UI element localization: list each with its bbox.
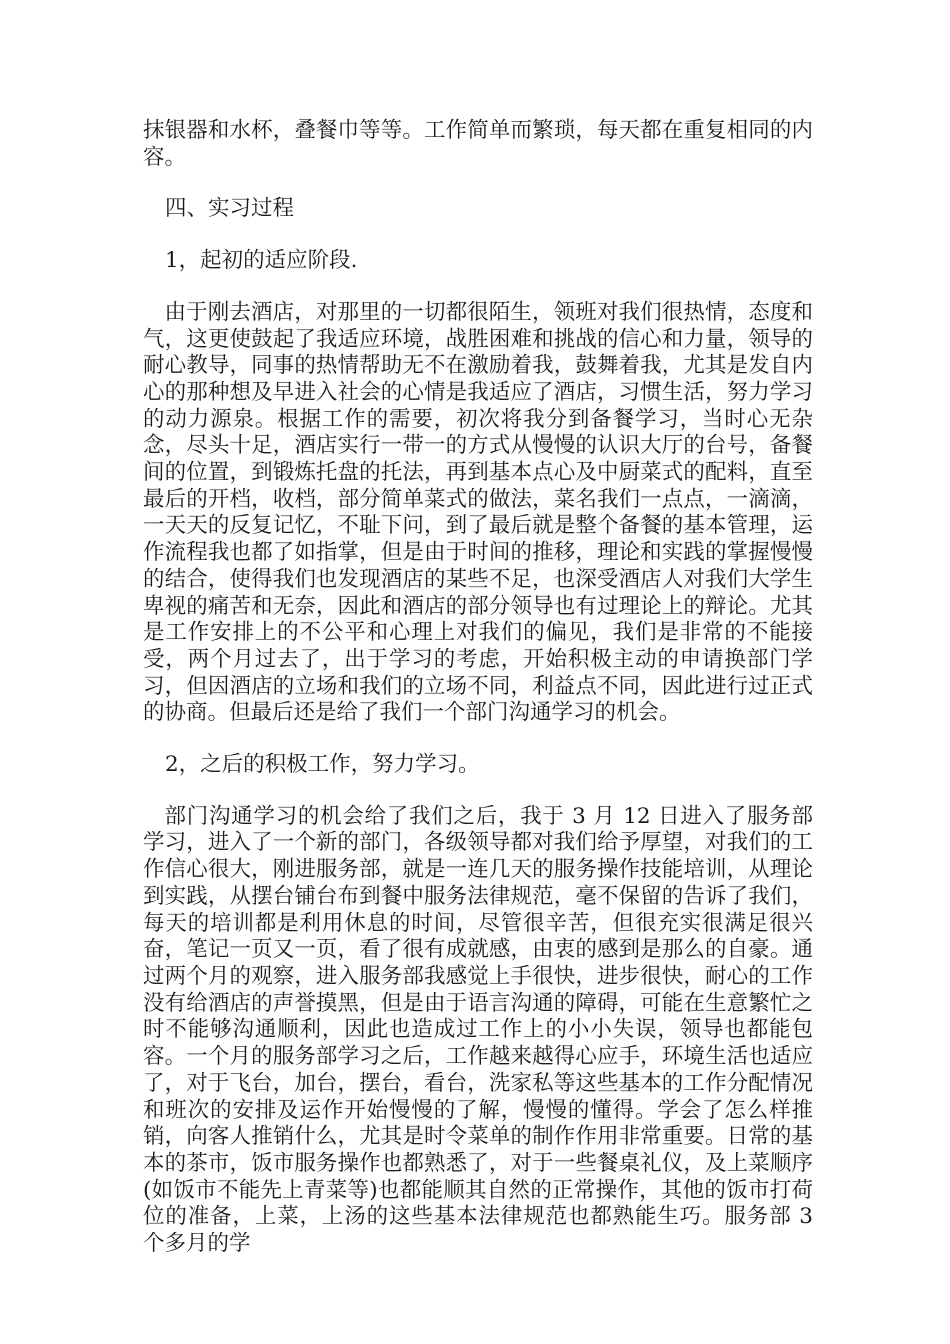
paragraph-gap <box>143 223 813 248</box>
subheading-active-work: 2，之后的积极工作，努力学习。 <box>165 752 480 778</box>
paragraph-service-department: 部门沟通学习的机会给了我们之后，我于 3 月 12 日进入了服务部学习，进入了一个新的部门，各级领导都对我们给予厚望，对我们的工作信心很大，刚进服务部，就是一连几天的服务操作技能培训，从理论到实践，从摆台铺台布到餐中服务法律规范，毫不保留的告诉了我们，每天的培训都是利用休息的时间，尽管很辛苦，但很充实很满足很兴奋，笔记一页又一页，看了很有成就感，由衷的感到是那么的自豪。通过两个月的观察，进入服务部我感觉上手很快，进步很快，耐心的工作没有给酒店的声誉摸黑，但是由于语言沟通的障碍，可能在生意繁忙之时不能够沟通顺利，因此也造成过工作上的小小失误，领导也都能包容。一个月的服务部学习之后，工作越来越得心应手，环境生活也适应了，对于飞台，加台，摆台，看台，洗家私等这些基本的工作分配情况和班次的安排及运作开始慢慢的了解，慢慢的懂得。学会了怎么样推销，向客人推销什么，尤其是时令菜单的制作作用非常重要。日常的基本的茶市，饭市服务操作也都熟悉了，对于一些餐桌礼仪，及上菜顺序(如饭市不能先上青菜等)也都能顺其自然的正常操作，其他的饭市打荷位的准备，上菜，上汤的这些基本法律规范也都熟能生巧。服务部 3 个多月的学 <box>143 803 813 1257</box>
subheading-initial-adaptation: 1，起初的适应阶段. <box>165 248 358 274</box>
paragraph-gap <box>143 275 813 300</box>
document-body <box>143 118 813 1258</box>
paragraph-continuation: 抹银器和水杯，叠餐巾等等。工作简单而繁琐，每天都在重复相同的内容。 <box>143 118 813 170</box>
paragraph-gap <box>143 779 813 804</box>
section-heading-internship-process: 四、实习过程 <box>165 196 295 222</box>
paragraph-adaptation-stage: 由于刚去酒店，对那里的一切都很陌生，领班对我们很热情，态度和气，这更使鼓起了我适应环境，战胜困难和挑战的信心和力量，领导的耐心教导，同事的热情帮助无不在激励着我，鼓舞着我，尤其是发自内心的那种想及早进入社会的心情是我适应了酒店，习惯生活，努力学习的动力源泉。根据工作的需要，初次将我分到备餐学习，当时心无杂念，尽头十足，酒店实行一带一的方式从慢慢的认识大厅的台号，备餐间的位置，到锻炼托盘的托法，再到基本点心及中厨菜式的配料，直至最后的开档，收档，部分简单菜式的做法，菜名我们一点点，一滴滴，一天天的反复记忆，不耻下问，到了最后就是整个备餐的基本管理，运作流程我也都了如指掌，但是由于时间的推移，理论和实践的掌握慢慢的结合，使得我们也发现酒店的某些不足，也深受酒店人对我们大学生卑视的痛苦和无奈，因此和酒店的部分领导也有过理论上的辩论。尤其是工作安排上的不公平和心理上对我们的偏见，我们是非常的不能接受，两个月过去了，出于学习的考虑，开始积极主动的申请换部门学习，但因酒店的立场和我们的立场不同，利益点不同，因此进行过正式的协商。但最后还是给了我们一个部门沟通学习的机会。 <box>143 299 813 726</box>
paragraph-gap <box>143 171 813 196</box>
paragraph-gap <box>143 727 813 752</box>
